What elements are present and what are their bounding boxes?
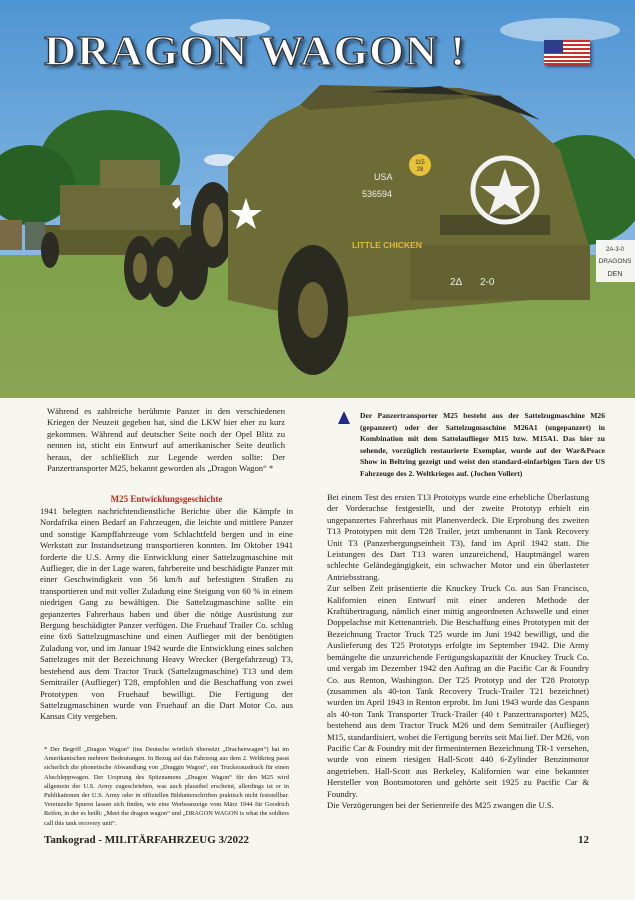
right-column: [327, 492, 589, 811]
body-paragraph: Zur selben Zeit präsentierte die Knuckey Truck Co. aus San Francisco, Kalifornien einen Entwurf mit einer anderen Methode der Kraftübertragung, nämlich einer mittig angeordneten Achswelle und einer Doppelachse mit Kettenantrieb. Die Beschaffung eines Prototypen mit der Bezeichnung Tractor Truck T25 wurde im Juni 1942 bewilligt, und die Auslieferung des T25 Prototyps erfolgte im September 1942. Die Army bemängelte die unzureichende Fertigungskapazität der Knuckey Truck Co. und vergab im Dezember 1942 den Auftrag an die Pacific Car & Foundry Co. aus Renton, Washington. Der T25 Prototyp und der T28 Prototyp (zusammen als 40-ton Tank Recovery Truck-Trailer T21 bezeichnet) wurden im April 1943 in Renton erprobt. Im Juni 1943 wurde das Gespann als 40-ton Tank Transporter Truck-Trailer (40 t Panzertransporter) M25, bestehend aus dem Tractor Truck M26 und dem Semitrailer (Auflieger) M15, standardisiert, wobei die Fertigung bereits seit Mai lief. Der M26, von Pacific Car & Foundry mit der firmeninternen Bezeichnung TR-1 versehen, wurde von einem riesigen Hall-Scott 440 6-Zylinder Benzinmotor angetrieben. Hall-Scott aus Berkeley, Kalifornien war eine bekannter Hersteller von Bootsmotoren und gehörte seit 1925 zu Pacific Car & Foundry.: [327, 583, 589, 799]
section-heading: M25 Entwicklungsgeschichte: [110, 494, 223, 504]
photo-caption: Der Panzertransporter M25 besteht aus der Sattelzugmaschine M26 (gepanzert) oder der Sattelzugmaschine M26A1 (ungepanzert) in Kombination mit dem Sattelauflieger M15 bzw. M15A1. Das hier zu sehende, vorzüglich restaurierte Exemplar, wurde auf der War&Peace Show in Beltring gezeigt und weist den standard-einfarbigen Tarn der US Fahrzeuge des 2. Weltkrieges auf. (Jochen Vollert): [360, 411, 605, 478]
body-paragraph: 1941 belegten nachrichtendienstliche Berichte über die Kämpfe in Nordafrika einen Bedarf an Fahrzeugen, die leichte und mittlere Panzer und sonstige Kampffahrzeuge vom Schlachtfeld bergen und in eine Werkstatt zur Instandsetzung transportieren konnten. Im Oktober 1941 forderte die U.S. Army die Entwicklung einer Sattelzugmaschine mit Auflieger, die in der Lage waren, fahrbereite und beschädigte Panzer mit einer Geschwindigkeit von 56 km/h auf befestigten Straßen zu transportieren und mit voller Zuladung eine Steigung von 60 % in einem niedrigen Gang zu bewältigen. Die Sattelzugmaschine sollte ein gepanzertes Fahrerhaus haben und über die nötige Ausrüstung zur Bergung beschädigter Panzer verfügen. Die Fruehauf Trailer Co. schlug eine 6x6 Sattelzugmaschine und einen Auflieger mit der benötigten Zuladung vor, und im Januar 1942 wurde die Entwicklung eines solchen Sattelzuges mit der Bezeichnung Heavy Wrecker (Bergefahrzeug) T3, bestehend aus dem Tractor Truck (Sattelzugmaschine) T13 und dem Semitrailer (Auflieger) T28, empfohlen und die Beschaffung von zwei Prototypen von Fruehauf bewilligt. Die Fertigung der Sattelzugmaschinen wurde von Fruehauf an die Dart Motor Co. aus Kansas City vergeben.: [40, 506, 293, 722]
footnote: * Der Begriff „Dragon Wagon“ (ins Deutsche wörtlich übersetzt „Drachenwagen“) hat im Amerikanischen mehrere Bedeutungen. In Bezug auf das Fahrzeug aus dem 2. Weltkrieg passt sicherlich die phonetische Abwandlung von „Draggin Wagon“, ein Truckerausdruck für einen Abschleppwagen. Der Ursprung des Spitznamens „Dragon Wagon“ für den M25 wird allgemein der U.S. Army zugeschrieben, was auch plausibel erscheint, allerdings ist er in Publikationen der U.S. Army oder in offiziellen Bildunterschriften praktisch nicht feststellbar. Vereinzelte Spuren lassen sich finden, wie eine Werbeanzeige vom März 1944 für Goodrich Reifen, in der es heißt: „Meet the dragon wagon“ und „DRAGON WAGON is what the soldiers call this tank recovery unit“.: [44, 746, 289, 827]
publication-footer: Tankograd - MILITÄRFAHRZEUG 3/2022: [44, 834, 250, 846]
us-flag-icon: [544, 40, 590, 65]
page-title: DRAGON WAGON !: [44, 29, 467, 75]
little-chicken-marking: LITTLE CHICKEN: [352, 240, 422, 250]
triangle-marker-icon: [338, 411, 350, 424]
page-number: 12: [578, 834, 589, 846]
sign-line-1: 2A-3-0: [605, 247, 625, 253]
intro-paragraph: Während es zahlreiche berühmte Panzer in den verschiedenen Kriegen der Neuzeit gegeben hat, sind die LKW hier eher zu kurz gekommen. Während auf deutscher Seite noch der Opel Blitz zu nennen ist, sticht ein Entwurf auf amerikanischer Seite deutlich heraus, der schließlich zur Legende werden sollte: Der Panzertransporter M25, bekannt geworden als „Dragon Wagon“ *: [47, 406, 285, 474]
body-paragraph: Die Verzögerungen bei der Serienreife des M25 zwangen die U.S.: [327, 799, 554, 810]
bumper-code-top: 115: [415, 160, 425, 166]
unit-marking-2: 2-0: [480, 277, 495, 288]
sign-line-2: DRAGONS: [598, 258, 632, 265]
body-paragraph: Bei einem Test des ersten T13 Prototyps wurde eine erhebliche Überlastung der Vorderachse festgestellt, und der zweite Prototyp erhielt ein ungepanzertes Fahrerhaus mit Planenverdeck. Die Erprobung des zweiten T13 Prototypen mit dem T28 Trailer, jetzt umbenannt in Tank Recovery Unit T3 (Panzerbergungseinheit T3), fand im April 1942 statt. Die Leistungen des Dart T13 waren unzureichend, Hauptmängel waren schlechte Geländegängigkeit, ein schwacher Motor und ein überlasteter Antriebsstrang.: [327, 492, 589, 582]
unit-marking-1: 2Δ: [450, 277, 463, 288]
usa-marking: USA: [374, 172, 393, 182]
sign-line-3: DEN: [607, 271, 623, 278]
bumper-code-bottom: 28: [416, 167, 424, 173]
left-column: [40, 494, 293, 723]
serial-marking: 536594: [362, 189, 393, 199]
